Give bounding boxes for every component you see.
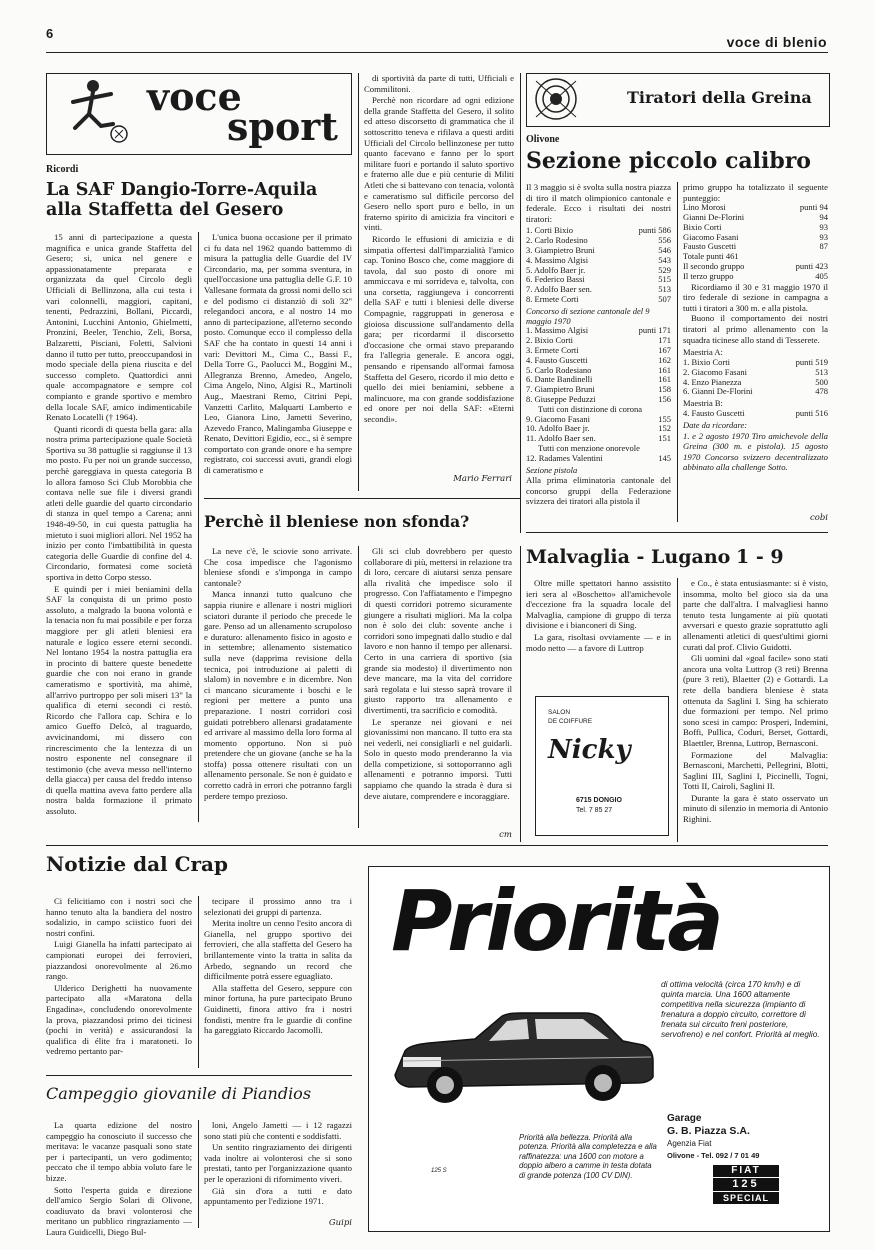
result-row bbox=[683, 409, 828, 419]
crap-paragraph: Alla staffetta del Gesero, seppure con minor fortuna, ha pure partecipato Bruno Guidinetti, finora attivo fra i nostri fondisti, mentre fra le guardie di confine ha gareggiato Riccardo Jacomolli. bbox=[204, 982, 352, 1036]
saf-col2 bbox=[204, 232, 352, 492]
tiratori-col2 bbox=[683, 182, 828, 522]
saf-paragraph: 15 anni di partecipazione a questa magnifica e unica grande Staffetta del Gesero; si, unica nel genere e appassionatamente preparata e organizzata da quel Circolo degli Ufficiali di Bellinzona, alla cui testa i vari colonnelli, maggiori, capitani, tenenti, Pedrazzini, Bollani, Piccardi, Antonini, Lucchini Antonio, Ghielmetti, Pronzini, Beeler, Tenchio, Zeli, Borsa, Balzaretti, Pisciani, Foletti, Salvioni danno il tutto per tutto, preoccupandosi in modo speciale della piena riuscita e del successo completo. Quattordici anni quale accompagnatore e sempre col compianto e grande sportivo e membro della locale SAF, amico indimenticabile Renato Locatelli († 1964). bbox=[46, 232, 192, 423]
result-name: 3. Ermete Corti bbox=[526, 344, 579, 355]
result-name: 4. Enzo Pianezza bbox=[683, 376, 742, 387]
result-points: 145 bbox=[658, 452, 671, 463]
result-name: Il secondo gruppo bbox=[683, 260, 745, 271]
piandios-paragraph: Già sin d'ora a tutti e dato appuntamento per l'edizione 1971. bbox=[204, 1185, 352, 1207]
bleniese-title: Perchè il bleniese non sfonda? bbox=[204, 512, 470, 531]
section-rule bbox=[526, 532, 828, 533]
result-points: punti 519 bbox=[795, 356, 828, 367]
column-divider bbox=[198, 232, 199, 822]
result-points: 156 bbox=[658, 393, 671, 404]
result-row bbox=[683, 272, 828, 282]
bleniese-paragraph: La neve c'è, le sciovie sono arrivate. Che cosa impedisce che l'agonismo bleniese sfondi e s'imponga in campo cantonale? bbox=[204, 546, 352, 588]
result-name: 8. Giuseppe Peduzzi bbox=[526, 393, 596, 404]
result-row bbox=[526, 454, 671, 464]
result-points: 155 bbox=[658, 413, 671, 424]
result-points: 162 bbox=[658, 354, 671, 365]
result-points: punti 94 bbox=[799, 202, 828, 213]
pistola-text: Alla prima eliminatoria cantonale del concorso gruppi della Federazione svizzera dei tiratori alla pistola il bbox=[526, 475, 671, 507]
result-points: 500 bbox=[815, 376, 828, 387]
piandios-col1 bbox=[46, 1120, 192, 1237]
column-divider bbox=[520, 73, 521, 533]
result-points: 167 bbox=[658, 344, 671, 355]
crap-paragraph: Merita inoltre un cenno l'esito ancora di Gianella, nel gruppo sportivo dei ferrovieri, che alla staffetta del Gesero ha brillantemente vinto la tratta in salita da Arbedo, segnando un record che difficilmente potrà essere eguagliato. bbox=[204, 918, 352, 982]
column-divider bbox=[520, 546, 521, 842]
result-points: 529 bbox=[658, 264, 671, 275]
banner-sport: sport bbox=[227, 104, 338, 149]
result-name: 7. Adolfo Baer sen. bbox=[526, 284, 592, 295]
result-name: 2. Bixio Corti bbox=[526, 335, 573, 346]
result-name: 1. Massimo Algisi bbox=[526, 325, 589, 336]
result-points: 513 bbox=[815, 366, 828, 377]
column-divider bbox=[358, 73, 359, 491]
result-points: 515 bbox=[658, 274, 671, 285]
nicky-address: 6715 DONGIO bbox=[576, 797, 622, 804]
results-list bbox=[526, 326, 671, 404]
result-points: 93 bbox=[819, 221, 828, 232]
tiratori-col1 bbox=[526, 182, 671, 522]
dealer-heading: Garage bbox=[667, 1113, 702, 1124]
dealer-contact: Olivone - Tel. 092 / 7 01 49 bbox=[667, 1151, 760, 1160]
nicky-line1: SALON bbox=[548, 709, 571, 716]
results-list bbox=[526, 454, 671, 464]
result-points: 158 bbox=[658, 384, 671, 395]
buono-text: Buono il comportamento dei nostri tiratori al primo allenamento con la squadra ticinese allo stand di Tesserete. bbox=[683, 313, 828, 345]
masthead: voce di blenio bbox=[726, 34, 827, 50]
piandios-title: Campeggio giovanile di Piandios bbox=[46, 1084, 312, 1103]
result-points: 93 bbox=[819, 231, 828, 242]
result-points: punti 586 bbox=[638, 225, 671, 236]
gruppo-intro: primo gruppo ha totalizzato il seguente punteggio: bbox=[683, 182, 828, 203]
page-number: 6 bbox=[46, 26, 54, 41]
result-points: 405 bbox=[815, 270, 828, 281]
totale-line: Totale punti 461 bbox=[683, 251, 739, 262]
piandios-paragraph: loni, Angelo Jametti — i 12 ragazzi sono stati più che contenti e soddisfatti. bbox=[204, 1120, 352, 1141]
result-name: 4. Massimo Algisi bbox=[526, 254, 589, 265]
menzione-note: Tutti con menzione onorevole bbox=[538, 442, 640, 453]
fiat-description: di ottima velocità (circa 170 km/h) e di quinta marcia. Una 1600 altamente competitiva nella sicurezza (impianto di frenatura a doppio circuito, correttore di frenata sui circuito freni posteriore, servofreno) e nel confort. Priorità al meglio. bbox=[661, 979, 820, 1039]
results-list bbox=[526, 415, 671, 444]
result-name: 11. Adolfo Baer sen. bbox=[526, 433, 596, 444]
result-name: 2. Carlo Rodesino bbox=[526, 235, 588, 246]
results-list bbox=[683, 203, 828, 252]
nicky-phone: Tel. 7 85 27 bbox=[576, 807, 613, 814]
voce-sport-banner bbox=[46, 73, 352, 155]
result-name: 4. Fausto Guscetti bbox=[526, 354, 588, 365]
saf-signature: Mario Ferrari bbox=[453, 474, 512, 484]
bleniese-signature: cm bbox=[499, 830, 512, 840]
fiat-model-plate: 125 S bbox=[431, 1168, 447, 1174]
saf-kicker: Ricordi bbox=[46, 164, 79, 175]
fiat-caption: Priorità alla bellezza. Priorità alla potenza. Priorità alla completezza e alla raffinatezza: una 1600 con motore a doppio albero a camme in testa dotata di grande potenza (100 CV DIN). bbox=[519, 1133, 657, 1180]
column-divider bbox=[677, 578, 678, 842]
result-name: 5. Adolfo Baer jr. bbox=[526, 264, 586, 275]
shooting-target-icon bbox=[531, 76, 581, 122]
results-list bbox=[683, 358, 828, 397]
result-points: punti 516 bbox=[795, 407, 828, 418]
result-name: 1. Corti Bixio bbox=[526, 225, 573, 236]
distinzione-note: Tutti con distinzione di corona bbox=[538, 403, 643, 414]
saf-col3 bbox=[364, 73, 514, 471]
crap-paragraph: Ulderico Derighetti ha nuovamente partecipato alla «Maratona della Engadina», concludendo onorevolmente la prova, piazzandosi primo dei ticinesi (pochi in verità) e assicurandosi la qualifica di élite fra i maratoneti. Io vedremo pertanto par- bbox=[46, 982, 192, 1057]
nicky-ad bbox=[535, 696, 669, 836]
result-name: Lino Morosi bbox=[683, 202, 726, 213]
tiratori-banner-title: Tiratori della Greina bbox=[627, 88, 812, 107]
piandios-col2 bbox=[204, 1120, 352, 1220]
result-name: 5. Carlo Rodesiano bbox=[526, 364, 592, 375]
result-name: 9. Giacomo Fasani bbox=[526, 413, 590, 424]
result-points: 543 bbox=[658, 254, 671, 265]
fiat-ad bbox=[368, 866, 830, 1232]
crap-paragraph: Luigi Gianella ha infatti partecipato ai campionati europei dei ferrovieri, piazzandosi onorevolmente al 26.mo rango. bbox=[46, 939, 192, 982]
result-name: 6. Federico Bassi bbox=[526, 274, 585, 285]
crap-paragraph: tecipare il prossimo anno tra i selezionati dei gruppi di partenza. bbox=[204, 896, 352, 917]
result-name: 2. Giacomo Fasani bbox=[683, 366, 747, 377]
saf-paragraph: L'unica buona occasione per il primato ci fu data nel 1962 quando battemmo di misura la pattuglia delle Guardie del IV Circondario, ma, per somma sventura, in quell'occasione una pattuglia delle G.F. 10 Vallesane formata da grossi nomi dello sci e del podismo ci distanziò di soli 32" relegandoci ancora, e al nostro 14 mo anno di partecipazione, all'eterno secondo posto. Comunque ecco il complesso della SAF che ha contato in questi 14 anni i vari: Devittori M., Cima C., Bassi F., Della Torre G., Paolucci M., Boggini M., Allegranza Brenno, Amedeo, Angelo, Cima Angelo, Nino, Algisi R., Martinoli Aug., Maestrani Remo, Citrini Pepi, Vanzetti Carlito, Malquarti Lamberto e Leo, Gianora Lino, Jametti Severino, Azevedo Franco, Malingamba Giuseppe e Renato, Devittori Egidio, ecc., si è sempre comportato con grande onore e ha sempre registrato, coi successi avuti, grandi elogi di cameratismo e bbox=[204, 232, 352, 476]
piandios-paragraph: Sotto l'esperta guida e direzione dell'amico Sergio Solari di Olivone, coadiuvato da bravi volonterosi che meritano un pubblico ringraziamento — Laura Guidicelli, Diego Bul- bbox=[46, 1184, 192, 1237]
result-row bbox=[683, 387, 828, 397]
concorso-heading: Concorso di sezione cantonale del 9 maggio 1970 bbox=[526, 305, 650, 326]
crap-col1 bbox=[46, 896, 192, 1068]
column-divider bbox=[198, 1120, 199, 1228]
result-name: Bixio Corti bbox=[683, 221, 722, 232]
malvaglia-score: 1 - 9 bbox=[736, 546, 784, 568]
column-divider bbox=[358, 546, 359, 828]
result-name: 4. Fausto Guscetti bbox=[683, 407, 745, 418]
tiratori-banner bbox=[526, 73, 830, 127]
section-rule bbox=[204, 498, 520, 499]
result-points: 161 bbox=[658, 374, 671, 385]
result-name: 1. Bixio Corti bbox=[683, 356, 730, 367]
result-points: punti 171 bbox=[638, 325, 671, 336]
piandios-signature: Guipi bbox=[328, 1218, 352, 1228]
football-player-icon bbox=[53, 76, 133, 150]
malvaglia-paragraph: La gara, risoltasi ovviamente — e in modo netto — a favore di Luttrop bbox=[526, 631, 671, 653]
result-name: Giacomo Fasani bbox=[683, 231, 739, 242]
bleniese-col1 bbox=[204, 546, 352, 828]
result-points: 556 bbox=[658, 235, 671, 246]
bleniese-paragraph: Gli sci club dovrebbero per questo collaborare di più, mettersi in relazione tra di loro, cercare di aiutarsi senza pensare alla rivalità che impedisce solo il progresso. Con l'affiatamento e l'impegno di questi corridori potremo sicuramente giungere a risultati migliori. Ma la colpa non è solo dei club: sovente anche i corridori sono impegnati dallo studio e dal lavoro e non hanno il tempo per allenarsi. Certo in una carriera di sportivo (sia grande sia modesto) il divertimento non deve mancare, ma la vita del corridore sarà regolata e lui stesso saprà trovare il giusto rapporto tra allenamento e divertimenti, tra sacrificio e comodità. bbox=[364, 546, 512, 715]
result-points: 87 bbox=[819, 241, 828, 252]
section-rule bbox=[46, 1075, 352, 1076]
result-points: 152 bbox=[658, 423, 671, 434]
malvaglia-title: Malvaglia - Lugano bbox=[526, 546, 731, 568]
result-name: 6. Dante Bandinelli bbox=[526, 374, 593, 385]
crap-title: Notizie dal Crap bbox=[46, 852, 229, 876]
fiat-logo bbox=[713, 1165, 779, 1204]
fiat-logo-bot: SPECIAL bbox=[713, 1192, 779, 1204]
header-rule bbox=[46, 52, 828, 53]
result-name: Gianni De-Florini bbox=[683, 211, 745, 222]
saf-paragraph: Quanti ricordi di questa bella gara: alla nostra prima partecipazione quale Società Sportiva su 38 pattuglie si raggiunse il 13 mo posto. Fu per noi un grande successo, perchè gareggiava in questa categoria B lo allora famoso Sci Club Morobbia che contava nelle sue file i diversi grandi atleti delle guardie del quarto circondario di stanza in quel tempo a Carena; anni 1948-49-50, in cui questa pattuglia ha mietuto i suoi migliori allori. Nel 1952 ha inizio per conto l'imbattibilità in questa categoria delle Guardie di confine del 4. Circondario, formatesi come società sportiva in detto Corpo stesso. bbox=[46, 423, 192, 582]
bleniese-col2 bbox=[364, 546, 512, 822]
malvaglia-paragraph: e Co., è stata entusiasmante: si è visto, insomma, molto bel gioco sia da una parte che dall'altra. I malvagliesi hanno tenuto testa lungamente ai più quotati avversari e questo grazie soprattutto agli allenamenti atletici di quest'ultimi giorni curati dal prof. Clivio Guidotti. bbox=[683, 578, 828, 652]
result-points: 478 bbox=[815, 386, 828, 397]
result-name: 6. Gianni De-Florini bbox=[683, 386, 753, 397]
result-name: Fausto Guscetti bbox=[683, 241, 737, 252]
bleniese-paragraph: Le speranze nei giovani e nei giovanissimi non mancano. Il tutto era sta nei vederli, nei consigliarli e nel guidarli. Solo in questo modo prenderanno la via della competizione, si sottoporranno agli allenamenti e potranno imporsi. Tutti sappiamo che quando la strada è dura si deve aiutare, comprendere e incoraggiare. bbox=[364, 716, 512, 801]
saf-paragraph: Ricordo le effusioni di amicizia e di simpatia offertesi dall'imparzialità l'amico cap. Tonino Bosco che, come maggiore di tavola, dal suo posto di onore mi ammiccava e mi sorrideva e, talvolta, con una corsetta, raggiungeva i concorrenti della SAF e tutti i bleniesi delle diverse Compagnie, raggruppati in generosa e gioiosa discussione sull'andamento della gara; per ricordarmi il discorsetto d'occasione che ormai stavo preparando fra l'allegria generale. E ancora oggi, pensando e ripensando all'ormai famosa Staffetta del Gesero, ricordo il mio detto e quello dei miei beniamini, sebbene a malincuore, ma con grande soddisfazione ed onore per noi della SAF: «Eterni secondi». bbox=[364, 233, 514, 424]
saf-paragraph: di sportività da parte di tutti, Ufficiali e Commilitoni. bbox=[364, 73, 514, 94]
result-points: 94 bbox=[819, 211, 828, 222]
nicky-line2: DE COIFFURE bbox=[548, 718, 593, 725]
result-row bbox=[526, 295, 671, 305]
dealer-sub: Agenzia Fiat bbox=[667, 1139, 712, 1148]
tiratori-intro: Il 3 maggio si è svolta sulla nostra piazza di tiro il match olimpionico cantonale e federale. Ecco i risultati dei nostri tiratori: bbox=[526, 182, 671, 224]
saf-title: La SAF Dangio-Torre-Aquila alla Staffetta del Gesero bbox=[46, 180, 318, 220]
malvaglia-paragraph: Gli uomini dal «goal facile» sono stati ancora una volta Luttrop (3 reti) Brenna (pure 3 reti), Blaetter (2) e Gottardi. La rete della bandiera bleniese è stata ottenuta da Saglini I. Sing ha schierato due formazioni per tempo. Nel primo sono scesi in campo: Prosperi, Indemini, Boffi, Pullica, Coduri, Berset, Gottardi, Blaettler, Brenna, Luttrop, Bernasconi. bbox=[683, 653, 828, 748]
fiat-logo-top: FIAT bbox=[713, 1165, 779, 1177]
results-list bbox=[526, 226, 671, 304]
tiratori-signature: cobi bbox=[809, 513, 828, 523]
result-name: Il terzo gruppo bbox=[683, 270, 734, 281]
date-heading: Date da ricordare: bbox=[683, 419, 748, 430]
column-divider bbox=[677, 182, 678, 522]
result-points: 161 bbox=[658, 364, 671, 375]
fiat-logo-mid: 125 bbox=[713, 1178, 779, 1191]
result-points: punti 423 bbox=[795, 260, 828, 271]
date-text: 1. e 2 agosto 1970 Tiro amichevole della Greina (300 m. e pistola). 15 agosto 1970 Concorso svizzero decentralizzato abbinato alla challenge Sotto. bbox=[683, 430, 828, 473]
section-rule bbox=[46, 845, 828, 846]
tiratori-kicker: Olivone bbox=[526, 134, 560, 145]
result-name: 7. Giampietro Bruni bbox=[526, 384, 595, 395]
result-points: 171 bbox=[658, 335, 671, 346]
dealer-name: G. B. Piazza S.A. bbox=[667, 1125, 750, 1137]
malvaglia-col1 bbox=[526, 578, 671, 690]
saf-paragraph: Perchè non ricordare ad ogni edizione della grande Staffetta del Gesero, il solito ed atteso discorsetto di grammatica che il sottoscritto teneva e rifilava a questi arditi Ufficiali del Circolo bellinzonese per tutto quanto facevano e fanno per lo sport militare fuori e portando il saluto sportivo e fraterno alle due e più centurie di Militi Atleti che si battevano con tenacia, volontà e cameratismo sul difficile percorso del Gesero nello sport puro e bello, in un fraterno spirito di amicizia fra vincitori e vinti. bbox=[364, 95, 514, 233]
ricordiamo-text: Ricordiamo il 30 e 31 maggio 1970 il tiro federale di sezione in campagna a tutti i tiratori a 300 m. e alla pistola. bbox=[683, 281, 828, 313]
result-name: 8. Ermete Corti bbox=[526, 293, 579, 304]
banner-voce: voce bbox=[147, 74, 242, 119]
result-name: 3. Giampietro Bruni bbox=[526, 244, 595, 255]
maestria-a-heading: Maestria A: bbox=[683, 347, 723, 358]
nicky-name: Nicky bbox=[548, 735, 631, 765]
column-divider bbox=[198, 896, 199, 1068]
result-name: 12. Radames Valentini bbox=[526, 452, 603, 463]
malvaglia-paragraph: Formazione del Malvaglia: Bernasconi, Marchetti, Pellegrini, Blotti, Saglini III, Saglini I, Piccinelli, Togni, Totti II, Cairoli, Saglini II. bbox=[683, 749, 828, 792]
saf-paragraph: E quindi per i miei beniamini della SAF la conquista di un primo posto assoluto, a malgrado la buona volontà e la tenacia non fu mai possibile e per forza maggiore per gli atleti bleniesi era naturale e logico essere eterni secondi. Nel lontano 1954 la nostra pattuglia era in procinto di battere queste benedette guardie che con noi erano in grande cameratismo e sportività, ma ahimè, all'arrivo purtroppo per soli miseri 13" la qualifica di eterni secondi ci restò. Ricordo che l'allora cap. Schira e lo amico Gueffo Delcò, al traguardo, avvicinandomi, mi dissero con rincrescimento che la lentezza di un nostro esponente nel consegnare il testimonio (che aveva messo nell'interno della giacca) per causa del freddo intenso di quella mattina aveva fatto perdere alla nostra balda formazione il primato assoluto. bbox=[46, 583, 192, 817]
crap-col2 bbox=[204, 896, 352, 1068]
malvaglia-paragraph: Durante la gara è stato osservato un minuto di silenzio in memoria di Antonio Righini. bbox=[683, 792, 828, 825]
result-points: 513 bbox=[658, 284, 671, 295]
results-list bbox=[683, 409, 828, 419]
tiratori-title: Sezione piccolo calibro bbox=[526, 148, 811, 174]
malvaglia-paragraph: Oltre mille spettatori hanno assistito ieri sera al «Boschetto» all'amichevole d'eccezione fra la squadra locale del Malvaglia, campione di gruppo di terza divisione e i bianconeri di Sing. bbox=[526, 578, 671, 631]
piandios-paragraph: La quarta edizione del nostro campeggio ha conosciuto il successo che meritava: le vacanze pasquali sono state per i partecipanti, un vero godimento; peccato che il tempo abbia voluto fare le bizze. bbox=[46, 1120, 192, 1183]
result-points: 507 bbox=[658, 293, 671, 304]
saf-col1 bbox=[46, 232, 192, 822]
piandios-paragraph: Un sentito ringraziamento dei dirigenti vada inoltre ai volonterosi che si sono prestati, tanto per l'organizzazione quanto per le operazioni di rifornimento viveri. bbox=[204, 1142, 352, 1184]
result-name: 10. Adolfo Baer jr. bbox=[526, 423, 590, 434]
malvaglia-col2 bbox=[683, 578, 828, 842]
car-illustration-icon bbox=[389, 991, 659, 1121]
pistola-heading: Sezione pistola bbox=[526, 464, 578, 475]
result-points: 151 bbox=[658, 433, 671, 444]
maestria-b-heading: Maestria B: bbox=[683, 398, 723, 409]
result-points: 546 bbox=[658, 244, 671, 255]
fiat-headline: Priorità bbox=[391, 872, 721, 970]
crap-paragraph: Ci felicitiamo con i nostri soci che hanno tenuto alta la bandiera del nostro sodalizio, in campo sciistico fuori dei nostri confini. bbox=[46, 896, 192, 938]
bleniese-paragraph: Manca innanzi tutto qualcuno che sappia riunire e allenare i nostri migliori sciatori durante il periodo che precede le gare. Penso ad un allenamento scrupoloso e duraturo: allenamento fisico in agosto e in settembre; allenamento sistematico sulla neve (dapprima revisione della tecnica, poi introduzione ai paletti di slalom) in novembre e in dicembre. Non ci mancano sicuramente i boschi e le regioni per mettere a punto una preparazione. I nostri corridori così guidati potrebbero allenarsi gradatamente ed arrivare al massimo della loro forma al momento opportuno. Non si può pretendere che un giovane (anche se ha la stoffa) possa ottenere risultati con un allenamento personale. Se non è guidato e corretto cadrà in errori che potranno fargli perdere tempo prezioso. bbox=[204, 589, 352, 801]
